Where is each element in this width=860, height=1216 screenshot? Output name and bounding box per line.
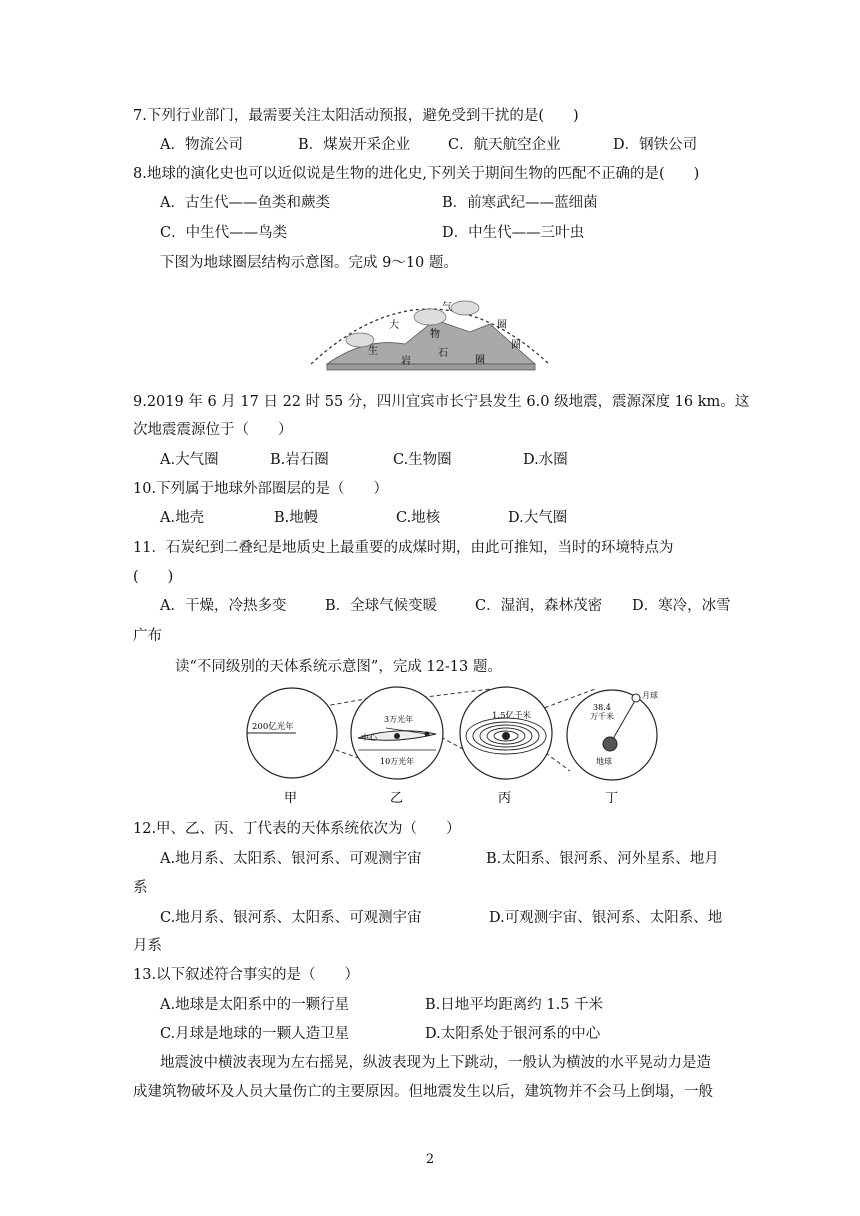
ding-circle: [567, 690, 657, 780]
q9-option-a: A.大气圈: [160, 452, 219, 468]
label-sheng: 生: [368, 346, 378, 357]
q11-stem-line2: ( ): [133, 569, 174, 585]
caption-jia: 甲: [284, 791, 298, 806]
passage-line-2: 成建筑物破坏及人员大量伤亡的主要原因。但地震发生以后，建筑物并不会马上倒塌，一般: [133, 1084, 713, 1100]
q9-option-d: D.水圈: [523, 452, 568, 468]
passage-line-1: 地震波中横波表现为左右摇晃，纵波表现为上下跳动，一般认为横波的水平晃动力是造: [160, 1055, 711, 1071]
q11-option-b: B．全球气候变暖: [325, 598, 438, 614]
label-da: 大: [389, 320, 399, 331]
page-number: 2: [425, 1152, 435, 1167]
q7-option-d: D．钢铁公司: [613, 137, 698, 153]
ding-earth-label: 地球: [596, 757, 612, 766]
q12-option-d: D.可观测宇宙、银河系、太阳系、地: [489, 910, 723, 926]
yi-center-label: 中心: [361, 733, 377, 742]
label-quan1: 圈: [497, 320, 507, 331]
q12-option-a: A.地月系、太阳系、银河系、可观测宇宙: [160, 851, 422, 867]
yi-diameter-label: 10万光年: [380, 757, 415, 766]
label-quan3: 圈: [475, 355, 485, 366]
label-qi: 气: [442, 302, 452, 313]
q8-option-c: C．中生代——鸟类: [160, 225, 288, 241]
q8-option-d: D．中生代——三叶虫: [442, 225, 585, 241]
q10-stem: 10.下列属于地球外部圈层的是（ ）: [133, 481, 389, 497]
q7-option-b: B．煤炭开采企业: [298, 137, 411, 153]
q13-option-c: C.月球是地球的一颗人造卫星: [160, 1026, 350, 1042]
label-quan2: 圈: [511, 340, 521, 351]
q13-option-a: A.地球是太阳系中的一颗行星: [160, 997, 350, 1013]
jia-radius-label: 200亿光年: [252, 722, 294, 732]
q11-option-d: D．寒冷，冰雪: [632, 598, 731, 614]
earth-dot: [603, 737, 617, 751]
q8-stem: 8.地球的演化史也可以近似说是生物的进化史,下列关于期间生物的匹配不正确的是( ): [133, 166, 700, 182]
ding-dist-label-2: 万千米: [590, 712, 614, 721]
q11-option-d-cont: 广布: [133, 628, 162, 644]
q10-option-d: D.大气圈: [508, 510, 568, 526]
moon-dot: [632, 694, 640, 702]
caption-ding: 丁: [605, 791, 619, 806]
q9-stem-line1: 9.2019 年 6 月 17 日 22 时 55 分，四川宜宾市长宁县发生 6.0 级地震，震源深度 16 km。这: [133, 394, 750, 410]
q11-option-c: C．湿润，森林茂密: [475, 598, 603, 614]
q13-option-d: D.太阳系处于银河系的中心: [425, 1026, 601, 1042]
q9-option-c: C.生物圈: [393, 452, 452, 468]
q12-option-d-cont: 月系: [133, 938, 162, 954]
q13-option-b: B.日地平均距离约 1.5 千米: [425, 997, 604, 1013]
yi-thickness-label: 3万光年: [384, 715, 414, 724]
q7-option-c: C．航天航空企业: [448, 137, 561, 153]
q11-stem-line1: 11．石炭纪到二叠纪是地质史上最重要的成煤时期，由此可推知，当时的环境特点为: [133, 540, 674, 556]
caption-bing: 丙: [498, 791, 512, 806]
q8-option-b: B．前寒武纪——蓝细菌: [442, 195, 598, 211]
ding-moon-label: 月球: [642, 691, 658, 700]
celestial-systems-figure: [240, 686, 660, 808]
q10-option-a: A.地壳: [160, 510, 205, 526]
q12-stem: 12.甲、乙、丙、丁代表的天体系统依次为（ ）: [133, 821, 461, 837]
label-wu: 物: [430, 329, 440, 340]
q12-option-b-cont: 系: [133, 880, 148, 896]
label-yan: 岩: [401, 356, 411, 367]
label-shi: 石: [438, 348, 448, 359]
q11-option-a: A．干燥，冷热多变: [160, 598, 287, 614]
q13-stem: 13.以下叙述符合事实的是（ ）: [133, 967, 360, 983]
caption-yi: 乙: [390, 791, 404, 806]
q10-option-c: C.地核: [396, 510, 441, 526]
q9-option-b: B.岩石圈: [270, 452, 329, 468]
q7-option-a: A．物流公司: [160, 137, 243, 153]
q12-option-b: B.太阳系、银河系、河外星系、地月: [486, 851, 719, 867]
ding-dist-label-1: 38.4: [593, 703, 611, 712]
intro-9-10: 下图为地球圈层结构示意图。完成 9～10 题。: [160, 255, 458, 271]
earth-spheres-figure: [305, 282, 555, 374]
q12-option-c: C.地月系、银河系、太阳系、可观测宇宙: [160, 910, 422, 926]
bing-distance-label: 1.5亿千米: [492, 711, 532, 721]
q8-option-a: A．古生代——鱼类和蕨类: [160, 195, 330, 211]
q10-option-b: B.地幔: [274, 510, 319, 526]
q9-stem-line2: 次地震震源位于（ ）: [133, 422, 293, 438]
q7-stem: 7.下列行业部门，最需要关注太阳活动预报，避免受到干扰的是( ): [133, 108, 579, 124]
intro-12-13: 读“不同级别的天体系统示意图”，完成 12-13 题。: [175, 659, 502, 675]
